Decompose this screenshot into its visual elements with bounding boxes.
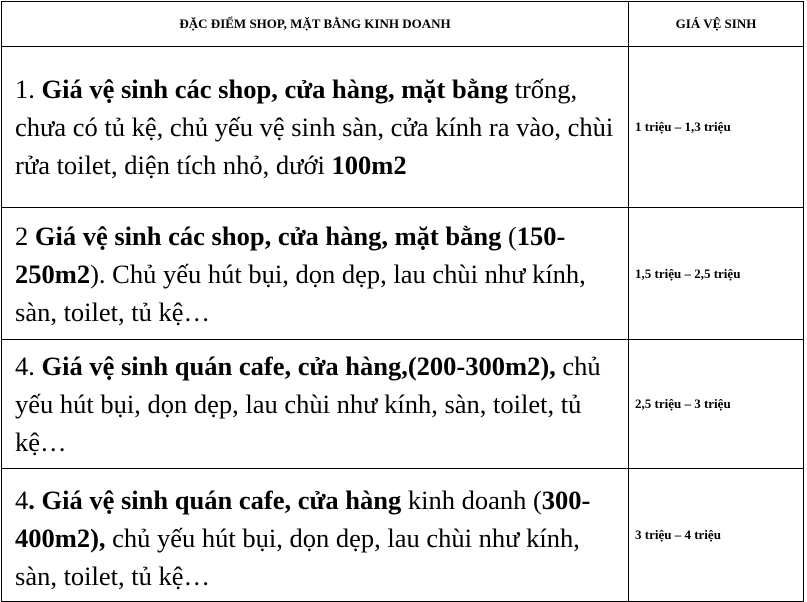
- row-number: 4: [15, 485, 29, 515]
- header-price: GIÁ VỆ SINH: [629, 2, 804, 47]
- row-number: 2: [15, 220, 35, 251]
- row-price: 1,5 triệu – 2,5 triệu: [629, 208, 804, 340]
- row-title: Giá vệ sinh các shop, cửa hàng, mặt bằng: [41, 74, 508, 104]
- row-number: 1.: [15, 74, 42, 104]
- table-row: [2, 47, 804, 208]
- row-text: trống, chưa có tủ kệ, chủ yếu vệ sinh sàn, cửa kính ra vào, chùi rửa toilet, diện tích nhỏ, dưới: [15, 74, 614, 180]
- row-area: 150-250m2: [15, 220, 566, 289]
- table-row: [2, 208, 804, 340]
- row-open-paren: (: [501, 220, 517, 251]
- row-price: 1 triệu – 1,3 triệu: [629, 47, 804, 208]
- row-text: chủ yếu hút bụi, dọn dẹp, lau chùi như kính, sàn, toilet, tủ kệ…: [15, 351, 601, 457]
- row-title: Giá vệ sinh các shop, cửa hàng, mặt bằng: [34, 220, 502, 251]
- row-price: 2,5 triệu – 3 triệu: [629, 340, 804, 469]
- row-area: 300-400m2),: [15, 485, 591, 553]
- price-table-container: [1, 1, 804, 602]
- row-text: kinh doanh (: [401, 485, 542, 515]
- row-description: [2, 208, 629, 340]
- cleaning-price-table: [1, 1, 804, 602]
- row-price: 3 triệu – 4 triệu: [629, 469, 804, 602]
- row-text: ). Chủ yếu hút bụi, dọn dẹp, lau chùi như kính, sàn, toilet, tủ kệ…: [15, 258, 586, 327]
- row-description: [2, 340, 629, 469]
- row-title: . Giá vệ sinh quán cafe, cửa hàng: [28, 485, 402, 515]
- table-row: [2, 469, 804, 602]
- row-title: Giá vệ sinh quán cafe, cửa hàng,(200-300m2),: [41, 351, 556, 381]
- header-features: ĐẶC ĐIỂM SHOP, MẶT BẰNG KINH DOANH: [2, 2, 629, 47]
- table-row: [2, 340, 804, 469]
- row-description: [2, 469, 629, 602]
- row-description: [2, 47, 629, 208]
- row-text-2: chủ yếu hút bụi, dọn dẹp, lau chùi như kính, sàn, toilet, tủ kệ…: [15, 523, 580, 591]
- row-area: 100m2: [331, 150, 407, 180]
- header-row: [2, 2, 804, 47]
- row-number: 4.: [15, 351, 42, 381]
